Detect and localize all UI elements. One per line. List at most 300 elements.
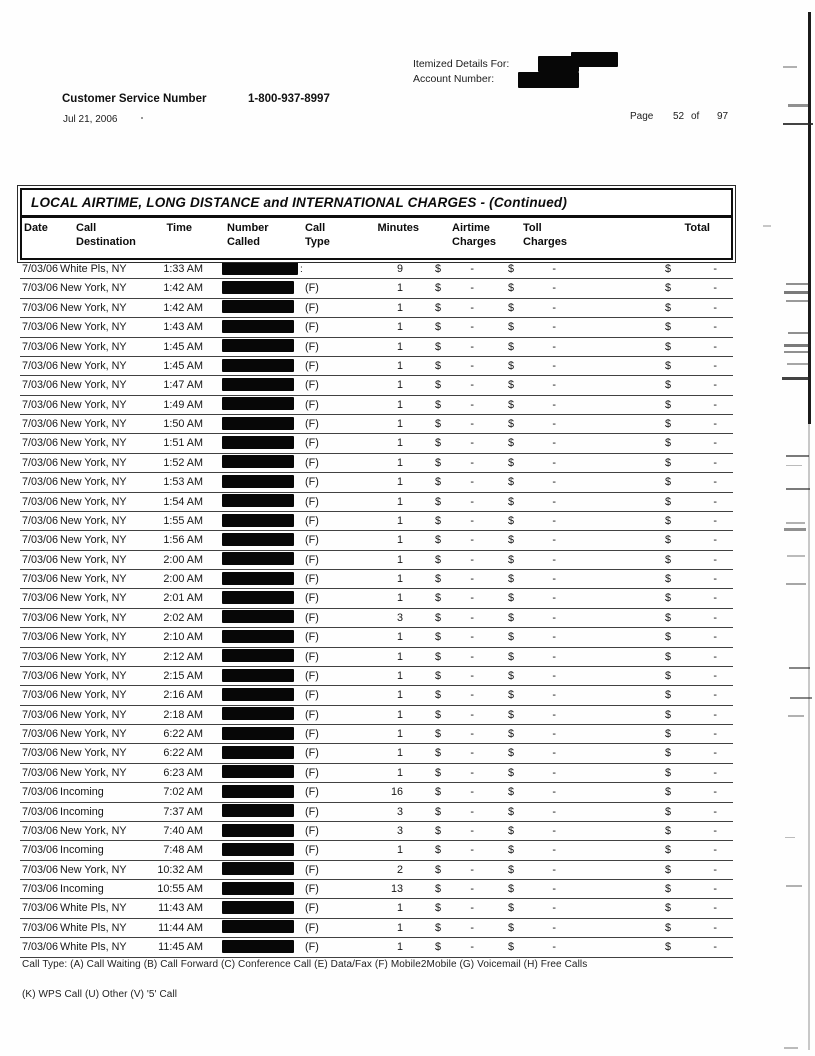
call-date: 7/03/06	[22, 844, 59, 857]
currency-symbol: $	[508, 824, 515, 837]
call-minutes: 1	[396, 553, 403, 566]
toll-amount: -	[552, 786, 556, 799]
currency-symbol: $	[508, 941, 515, 954]
call-minutes: 1	[396, 359, 403, 372]
currency-symbol: $	[508, 301, 515, 314]
redacted-phone-number-box	[222, 320, 294, 333]
redacted-phone-number-box	[222, 436, 294, 449]
toll-amount: -	[552, 631, 556, 644]
call-type: (F)	[305, 747, 319, 760]
currency-symbol: $	[665, 476, 672, 489]
airtime-charges-cell	[420, 919, 500, 938]
total-amount: -	[713, 301, 717, 314]
toll-amount: -	[552, 921, 556, 934]
table-column-headers	[22, 218, 731, 258]
call-type: (F)	[305, 941, 319, 954]
table-body	[20, 260, 733, 958]
airtime-charges-cell	[420, 938, 500, 957]
total-charges-cell	[585, 764, 733, 783]
currency-symbol: $	[508, 534, 515, 547]
toll-charges-cell	[500, 648, 585, 667]
toll-amount: -	[552, 379, 556, 392]
airtime-amount: -	[470, 534, 474, 547]
call-minutes: 1	[396, 941, 403, 954]
call-record-row	[20, 396, 733, 415]
currency-symbol: $	[665, 747, 672, 760]
total-charges-cell	[585, 861, 733, 880]
call-record-row	[20, 338, 733, 357]
number-called-cell	[204, 609, 298, 628]
currency-symbol: $	[665, 553, 672, 566]
call-date: 7/03/06	[22, 941, 59, 954]
currency-symbol: $	[665, 592, 672, 605]
itemized-details-label: Itemized Details For:	[413, 58, 510, 70]
toll-amount: -	[552, 863, 556, 876]
call-time: 7:40 AM	[163, 824, 203, 837]
call-type: (F)	[305, 921, 319, 934]
airtime-amount: -	[470, 359, 474, 372]
call-date: 7/03/06	[22, 553, 59, 566]
total-charges-cell	[585, 725, 733, 744]
call-destination: New York, NY	[60, 476, 127, 489]
airtime-charges-cell	[420, 299, 500, 318]
toll-charges-cell	[500, 861, 585, 880]
total-amount: -	[713, 863, 717, 876]
toll-charges-cell	[500, 279, 585, 298]
currency-symbol: $	[508, 321, 515, 334]
currency-symbol: $	[665, 902, 672, 915]
col-header-call-type: Call Type	[305, 222, 330, 249]
call-record-row	[20, 880, 733, 899]
total-amount: -	[713, 631, 717, 644]
total-amount: -	[713, 689, 717, 702]
total-charges-cell	[585, 396, 733, 415]
number-called-cell	[204, 531, 298, 550]
call-destination: New York, NY	[60, 592, 127, 605]
number-called-cell	[204, 279, 298, 298]
call-time: 11:43 AM	[158, 902, 203, 915]
call-type: (F)	[305, 650, 319, 663]
currency-symbol: $	[665, 573, 672, 585]
total-amount: -	[713, 495, 717, 508]
airtime-amount: -	[470, 921, 474, 934]
call-minutes: 1	[396, 456, 403, 469]
call-type: (F)	[305, 495, 319, 508]
call-record-row	[20, 744, 733, 763]
call-date: 7/03/06	[22, 824, 59, 837]
redacted-phone-number-box	[222, 591, 294, 604]
call-date: 7/03/06	[22, 456, 59, 469]
call-destination: New York, NY	[60, 301, 127, 314]
currency-symbol: $	[508, 418, 515, 430]
currency-symbol: $	[435, 379, 442, 392]
call-date: 7/03/06	[22, 282, 59, 295]
currency-symbol: $	[665, 359, 672, 372]
currency-symbol: $	[435, 321, 442, 334]
toll-charges-cell	[500, 454, 585, 473]
toll-charges-cell	[500, 473, 585, 492]
call-date: 7/03/06	[22, 805, 59, 818]
currency-symbol: $	[508, 766, 515, 779]
currency-symbol: $	[508, 883, 515, 895]
call-record-row	[20, 260, 733, 279]
redacted-phone-number-box	[222, 940, 294, 953]
number-called-cell	[204, 454, 298, 473]
col-header-date: Date	[24, 222, 48, 234]
airtime-charges-cell	[420, 764, 500, 783]
scan-artifact	[787, 555, 805, 557]
redacted-phone-number-box	[222, 610, 294, 623]
total-charges-cell	[585, 512, 733, 531]
call-minutes: 1	[396, 766, 403, 779]
call-time: 7:48 AM	[163, 844, 203, 857]
currency-symbol: $	[435, 650, 442, 663]
currency-symbol: $	[508, 689, 515, 702]
number-called-cell	[204, 764, 298, 783]
airtime-charges-cell	[420, 725, 500, 744]
call-date: 7/03/06	[22, 340, 59, 353]
redacted-phone-number-box	[222, 882, 294, 895]
col-header-total: Total	[684, 222, 710, 234]
redacted-phone-number-box	[222, 649, 294, 662]
airtime-amount: -	[470, 902, 474, 915]
toll-charges-cell	[500, 938, 585, 957]
call-date: 7/03/06	[22, 921, 59, 934]
call-type: (F)	[305, 786, 319, 799]
redacted-phone-number-box	[222, 669, 294, 682]
total-charges-cell	[585, 279, 733, 298]
call-record-row	[20, 764, 733, 783]
currency-symbol: $	[665, 650, 672, 663]
toll-amount: -	[552, 669, 556, 682]
call-time: 7:02 AM	[163, 786, 203, 799]
total-amount: -	[713, 766, 717, 779]
airtime-amount: -	[470, 398, 474, 411]
col-header-number-called: Number Called	[227, 222, 269, 249]
call-destination: New York, NY	[60, 418, 127, 430]
redacted-phone-number-box	[222, 378, 294, 391]
currency-symbol: $	[508, 340, 515, 353]
currency-symbol: $	[508, 553, 515, 566]
airtime-amount: -	[470, 689, 474, 702]
redacted-phone-number-box	[222, 843, 294, 856]
toll-charges-cell	[500, 628, 585, 647]
currency-symbol: $	[665, 514, 672, 527]
total-amount: -	[713, 708, 717, 721]
page-number: 52	[673, 111, 685, 122]
number-called-cell	[204, 803, 298, 822]
redacted-phone-number-box	[222, 862, 294, 875]
call-destination: New York, NY	[60, 534, 127, 547]
currency-symbol: $	[508, 573, 515, 585]
airtime-charges-cell	[420, 609, 500, 628]
scan-artifact	[783, 123, 813, 125]
redacted-account-number-box	[518, 72, 579, 88]
toll-amount: -	[552, 592, 556, 605]
scan-artifact	[786, 455, 809, 457]
total-charges-cell	[585, 493, 733, 512]
total-amount: -	[713, 786, 717, 799]
call-date: 7/03/06	[22, 650, 59, 663]
redacted-phone-number-box	[222, 281, 294, 294]
currency-symbol: $	[665, 301, 672, 314]
call-destination: New York, NY	[60, 611, 127, 624]
call-date: 7/03/06	[22, 863, 59, 876]
redacted-phone-number-box	[222, 397, 294, 410]
redacted-phone-number-box	[222, 688, 294, 701]
currency-symbol: $	[508, 650, 515, 663]
toll-charges-cell	[500, 570, 585, 589]
toll-amount: -	[552, 359, 556, 372]
call-time: 11:44 AM	[158, 921, 203, 934]
call-minutes: 1	[396, 398, 403, 411]
call-record-row	[20, 841, 733, 860]
call-record-row	[20, 803, 733, 822]
call-type: (F)	[305, 844, 319, 857]
currency-symbol: $	[435, 476, 442, 489]
currency-symbol: $	[435, 921, 442, 934]
call-type: (F)	[305, 708, 319, 721]
call-destination: New York, NY	[60, 863, 127, 876]
currency-symbol: $	[665, 282, 672, 295]
call-time: 10:55 AM	[157, 883, 203, 895]
call-time: 1:43 AM	[163, 321, 203, 334]
currency-symbol: $	[435, 669, 442, 682]
total-charges-cell	[585, 667, 733, 686]
call-date: 7/03/06	[22, 418, 59, 430]
call-record-row	[20, 725, 733, 744]
call-type: (F)	[305, 728, 319, 740]
currency-symbol: $	[508, 708, 515, 721]
number-called-cell	[204, 493, 298, 512]
total-charges-cell	[585, 570, 733, 589]
page-count: 97	[717, 111, 729, 122]
toll-amount: -	[552, 340, 556, 353]
currency-symbol: $	[508, 495, 515, 508]
total-amount: -	[713, 340, 717, 353]
call-date: 7/03/06	[22, 359, 59, 372]
call-type-legend-line2: (K) WPS Call (U) Other (V) '5' Call	[22, 989, 178, 1000]
airtime-charges-cell	[420, 551, 500, 570]
call-time: 11:45 AM	[158, 941, 203, 954]
call-minutes: 9	[396, 263, 403, 275]
call-time: 1:54 AM	[163, 495, 203, 508]
redacted-phone-number-box	[222, 824, 294, 837]
call-time: 1:53 AM	[163, 476, 203, 489]
call-date: 7/03/06	[22, 902, 59, 915]
scan-artifact	[783, 66, 797, 68]
scan-artifact	[786, 885, 802, 887]
airtime-amount: -	[470, 553, 474, 566]
total-amount: -	[713, 669, 717, 682]
toll-charges-cell	[500, 531, 585, 550]
call-minutes: 1	[396, 418, 403, 430]
airtime-amount: -	[470, 941, 474, 954]
total-charges-cell	[585, 744, 733, 763]
col-header-minutes: Minutes	[377, 222, 419, 234]
total-charges-cell	[585, 415, 733, 434]
call-destination: New York, NY	[60, 495, 127, 508]
airtime-charges-cell	[420, 783, 500, 802]
call-date: 7/03/06	[22, 883, 59, 895]
airtime-charges-cell	[420, 473, 500, 492]
airtime-charges-cell	[420, 706, 500, 725]
total-charges-cell	[585, 686, 733, 705]
total-amount: -	[713, 592, 717, 605]
toll-amount: -	[552, 883, 556, 895]
toll-amount: -	[552, 689, 556, 702]
redacted-phone-number-box	[222, 765, 294, 778]
currency-symbol: $	[665, 611, 672, 624]
currency-symbol: $	[435, 728, 442, 740]
currency-symbol: $	[508, 514, 515, 527]
total-charges-cell	[585, 454, 733, 473]
currency-symbol: $	[665, 728, 672, 740]
call-date: 7/03/06	[22, 263, 59, 275]
currency-symbol: $	[435, 592, 442, 605]
call-date: 7/03/06	[22, 379, 59, 392]
currency-symbol: $	[435, 805, 442, 818]
airtime-amount: -	[470, 418, 474, 430]
number-called-cell	[204, 434, 298, 453]
redacted-phone-number-box	[222, 300, 294, 313]
airtime-amount: -	[470, 883, 474, 895]
call-date: 7/03/06	[22, 398, 59, 411]
number-called-cell	[204, 628, 298, 647]
toll-charges-cell	[500, 338, 585, 357]
toll-amount: -	[552, 282, 556, 295]
call-type: (F)	[305, 359, 319, 372]
airtime-charges-cell	[420, 493, 500, 512]
airtime-amount: -	[470, 573, 474, 585]
currency-symbol: $	[665, 495, 672, 508]
currency-symbol: $	[508, 263, 515, 275]
currency-symbol: $	[508, 921, 515, 934]
currency-symbol: $	[435, 263, 442, 275]
call-record-row	[20, 648, 733, 667]
airtime-charges-cell	[420, 589, 500, 608]
call-date: 7/03/06	[22, 766, 59, 779]
call-record-row	[20, 473, 733, 492]
call-minutes: 1	[396, 379, 403, 392]
redacted-phone-number-box	[222, 572, 294, 585]
number-called-cell	[204, 338, 298, 357]
call-record-row	[20, 861, 733, 880]
call-destination: New York, NY	[60, 456, 127, 469]
redacted-subscriber-box	[571, 52, 618, 67]
call-time: 2:16 AM	[163, 689, 203, 702]
currency-symbol: $	[435, 883, 442, 895]
currency-symbol: $	[508, 398, 515, 411]
call-minutes: 2	[396, 863, 403, 876]
call-record-row	[20, 551, 733, 570]
toll-amount: -	[552, 476, 556, 489]
scan-artifact	[787, 363, 810, 365]
call-date: 7/03/06	[22, 669, 59, 682]
airtime-charges-cell	[420, 686, 500, 705]
toll-amount: -	[552, 263, 556, 275]
airtime-amount: -	[470, 592, 474, 605]
call-date: 7/03/06	[22, 534, 59, 547]
redacted-phone-number-box	[222, 494, 294, 507]
redacted-phone-number-box	[222, 785, 294, 798]
currency-symbol: $	[665, 418, 672, 430]
airtime-charges-cell	[420, 880, 500, 899]
currency-symbol: $	[508, 728, 515, 740]
toll-charges-cell	[500, 725, 585, 744]
number-called-cell	[204, 551, 298, 570]
call-record-row	[20, 279, 733, 298]
currency-symbol: $	[665, 263, 672, 275]
airtime-charges-cell	[420, 899, 500, 918]
toll-charges-cell	[500, 415, 585, 434]
airtime-amount: -	[470, 669, 474, 682]
scan-artifact	[784, 344, 811, 347]
number-called-cell	[204, 725, 298, 744]
call-time: 1:45 AM	[163, 340, 203, 353]
toll-charges-cell	[500, 706, 585, 725]
number-called-cell	[204, 396, 298, 415]
total-charges-cell	[585, 803, 733, 822]
scan-artifact	[788, 715, 804, 717]
call-record-row	[20, 299, 733, 318]
call-type: (F)	[305, 321, 319, 334]
call-date: 7/03/06	[22, 611, 59, 624]
table-title: LOCAL AIRTIME, LONG DISTANCE and INTERNATIONAL CHARGES - (Continued)	[22, 190, 731, 218]
currency-symbol: $	[508, 437, 515, 450]
toll-charges-cell	[500, 764, 585, 783]
currency-symbol: $	[508, 863, 515, 876]
call-minutes: 1	[396, 921, 403, 934]
number-called-cell	[204, 570, 298, 589]
currency-symbol: $	[665, 921, 672, 934]
total-charges-cell	[585, 706, 733, 725]
currency-symbol: $	[508, 611, 515, 624]
toll-amount: -	[552, 805, 556, 818]
call-minutes: 1	[396, 282, 403, 295]
airtime-charges-cell	[420, 570, 500, 589]
currency-symbol: $	[665, 941, 672, 954]
call-destination: White Pls, NY	[60, 921, 127, 934]
call-date: 7/03/06	[22, 786, 59, 799]
call-time: 6:22 AM	[163, 747, 203, 760]
total-charges-cell	[585, 841, 733, 860]
toll-charges-cell	[500, 434, 585, 453]
toll-charges-cell	[500, 783, 585, 802]
redacted-phone-number-box	[222, 746, 294, 759]
call-time: 1:56 AM	[163, 534, 203, 547]
total-amount: -	[713, 805, 717, 818]
total-amount: -	[713, 418, 717, 430]
total-amount: -	[713, 553, 717, 566]
airtime-charges-cell	[420, 434, 500, 453]
currency-symbol: $	[435, 824, 442, 837]
call-minutes: 1	[396, 514, 403, 527]
scan-edge-line	[808, 424, 810, 1050]
currency-symbol: $	[665, 786, 672, 799]
call-record-row	[20, 822, 733, 841]
call-date: 7/03/06	[22, 708, 59, 721]
call-type: (F)	[305, 902, 319, 915]
airtime-amount: -	[470, 728, 474, 740]
call-type: (F)	[305, 883, 319, 895]
call-record-row	[20, 783, 733, 802]
currency-symbol: $	[435, 573, 442, 585]
airtime-amount: -	[470, 844, 474, 857]
total-amount: -	[713, 437, 717, 450]
redacted-phone-number-box	[222, 262, 298, 275]
total-charges-cell	[585, 260, 733, 279]
